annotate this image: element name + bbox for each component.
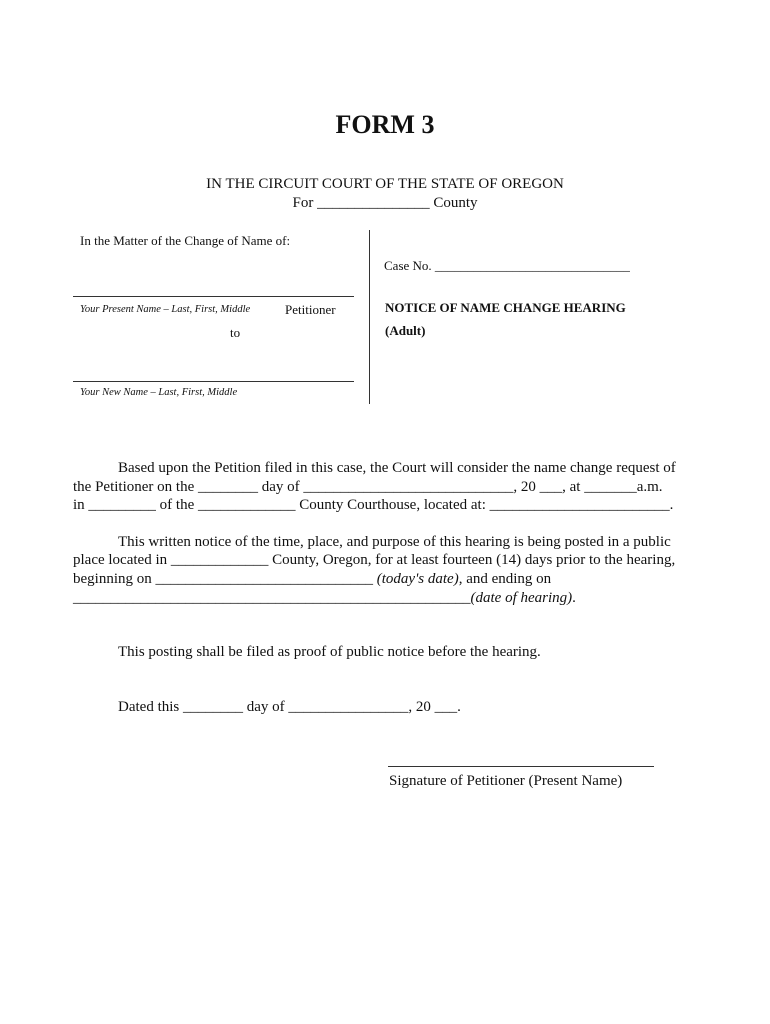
notice-title: NOTICE OF NAME CHANGE HEARING xyxy=(385,300,626,315)
court-heading: IN THE CIRCUIT COURT OF THE STATE OF OREGON xyxy=(206,176,564,192)
caption-divider xyxy=(369,230,370,404)
para2-line4 xyxy=(73,590,576,607)
para1-line1: Based upon the Petition filed in this case, the Court will consider the name change request of xyxy=(118,460,676,476)
signature-label: Signature of Petitioner (Present Name) xyxy=(389,773,623,789)
signature-line xyxy=(388,766,654,767)
case-number: Case No. ______________________________ xyxy=(384,258,630,273)
to-label: to xyxy=(230,325,241,340)
new-name-line xyxy=(73,381,354,382)
para2-line4-c: . xyxy=(572,590,576,606)
present-name-label: Your Present Name – Last, First, Middle xyxy=(80,304,251,315)
date-of-hearing-label: (date of hearing) xyxy=(470,590,573,606)
form-title: FORM 3 xyxy=(335,110,435,139)
county-line: For _______________ County xyxy=(292,195,478,211)
new-name-label: Your New Name – Last, First, Middle xyxy=(80,387,238,398)
petitioner-label: Petitioner xyxy=(285,302,336,317)
para2-line1: This written notice of the time, place, and purpose of this hearing is being posted in a public xyxy=(118,534,671,550)
para2-line3 xyxy=(73,571,551,588)
para2-line2: place located in _____________ County, Oregon, for at least fourteen (14) days prior to the hearing, xyxy=(73,552,676,568)
proof-statement: This posting shall be filed as proof of public notice before the hearing. xyxy=(118,644,541,660)
todays-date-label: (today's date) xyxy=(376,571,459,587)
para1-line3: in _________ of the _____________ County Courthouse, located at: ________________________. xyxy=(73,497,674,513)
para2-line4-a: _____________________________________________________ xyxy=(73,590,471,606)
notice-subtitle: (Adult) xyxy=(385,323,426,338)
para1-line2: the Petitioner on the ________ day of ____________________________, 20 ___, at _______a.m. xyxy=(73,479,663,495)
matter-label: In the Matter of the Change of Name of: xyxy=(80,233,291,248)
para2-line3-a: beginning on _____________________________ xyxy=(73,571,377,587)
para2-line3-c: , and ending on xyxy=(458,571,552,587)
dated-line: Dated this ________ day of ________________, 20 ___. xyxy=(118,699,461,715)
present-name-line xyxy=(73,296,354,297)
